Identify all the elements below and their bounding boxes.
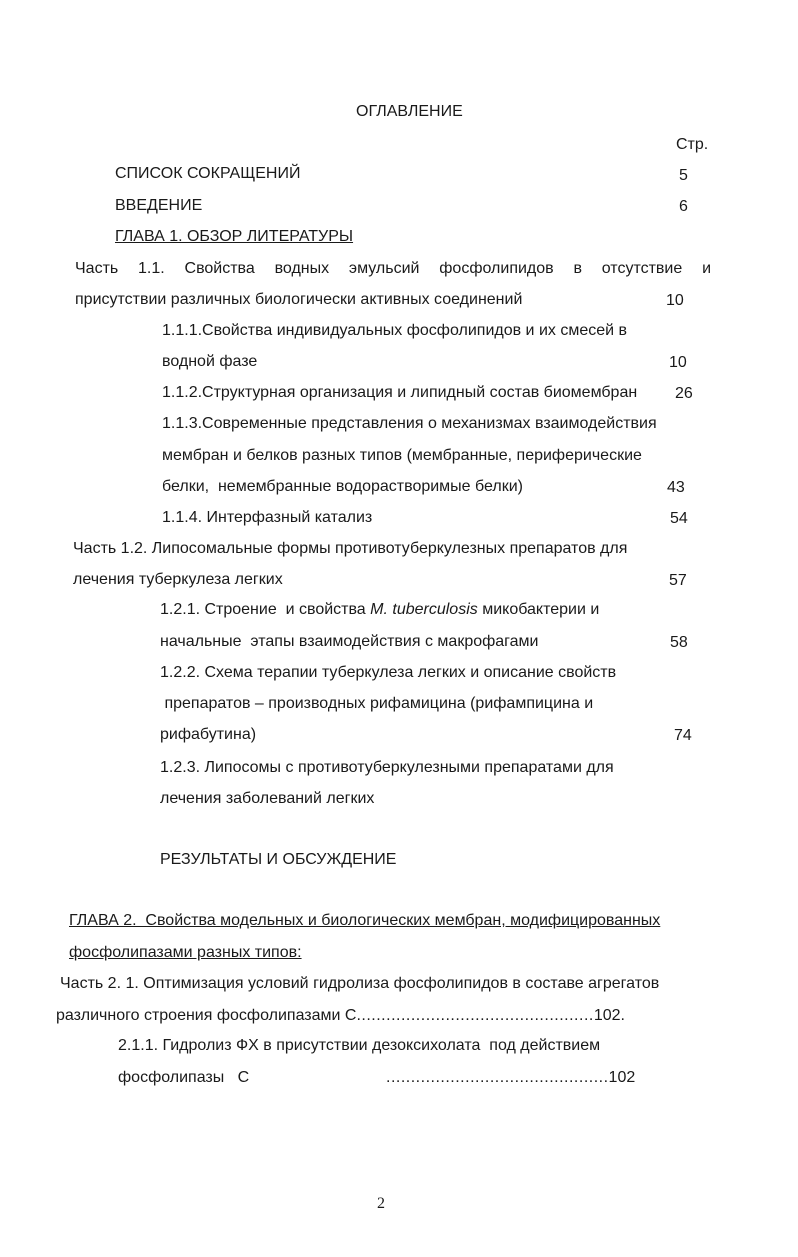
toc-section-1-2-1-page: 58 [670,634,688,651]
toc-chapter-1[interactable]: ГЛАВА 1. ОБЗОР ЛИТЕРАТУРЫ [115,228,354,245]
toc-section-1-2-2-page: 74 [674,727,692,744]
species-name: M. tuberculosis [370,601,478,618]
word: эмульсий [348,260,420,277]
toc-part-2-1-line2 [56,1006,625,1026]
dot-leader: ............................................. [386,1069,609,1086]
toc-title: ОГЛАВЛЕНИЕ [356,103,463,120]
toc-section-1-1-3-line1: 1.1.3.Современные представления о механизмах взаимодействия [162,415,657,432]
toc-section-1-1-1-line1: 1.1.1.Свойства индивидуальных фосфолипидов и их смесей в [162,322,627,339]
toc-section-1-2-1-line2: начальные этапы взаимодействия с макрофагами [160,633,539,650]
word: и [702,260,711,277]
toc-abbreviations-page: 5 [679,167,688,184]
toc-section-1-1-4-line1: 1.1.4. Интерфазный катализ [162,509,373,526]
toc-part-1-1-line1 [75,259,711,279]
toc-part-1-2-line2: лечения туберкулеза легких [73,571,283,588]
toc-section-1-1-3-line3: белки, немембранные водорастворимые белки) [162,478,523,495]
toc-section-1-1-4-page: 54 [670,510,688,527]
toc-part-1-1-page: 10 [666,292,684,309]
toc-section-1-2-3-line2: лечения заболеваний легких [160,790,375,807]
word: 1.1. [138,260,165,277]
toc-section-1-2-3-line1: 1.2.3. Липосомы с противотуберкулезными препаратами для [160,759,614,776]
toc-section-2-1-1-leader [386,1068,635,1088]
toc-part-1-1-line2: присутствии различных биологически активных соединений [75,291,523,308]
toc-results[interactable]: РЕЗУЛЬТАТЫ И ОБСУЖДЕНИЕ [160,851,397,868]
toc-section-2-1-1-line1: 2.1.1. Гидролиз ФХ в присутствии дезоксихолата под действием [118,1037,601,1054]
toc-section-1-1-2-page: 26 [675,385,693,402]
toc-part-2-1-line1: Часть 2. 1. Оптимизация условий гидролиза фосфолипидов в составе агрегатов [60,975,660,992]
word: Свойства [184,260,255,277]
toc-part-1-2-line1: Часть 1.2. Липосомальные формы противотуберкулезных препаратов для [73,540,628,557]
toc-introduction-page: 6 [679,198,688,215]
word: фосфолипидов [439,260,554,277]
toc-part-1-2-page: 57 [669,572,687,589]
toc-section-1-1-1-line2: водной фазе [162,353,258,370]
word: в [573,260,582,277]
word: отсутствие [601,260,683,277]
toc-section-1-1-2-line1: 1.1.2.Структурная организация и липидный состав биомембран [162,384,638,401]
page-number: 2 [377,1195,385,1212]
toc-section-1-2-1-line1 [160,600,599,620]
line-text: микобактерии и [477,601,600,618]
toc-section-1-2-2-line1: 1.2.2. Схема терапии туберкулеза легких и описание свойств [160,664,617,681]
toc-section-1-2-2-line2: препаратов – производных рифамицина (рифампицина и [160,695,594,712]
toc-section-1-1-3-line2: мембран и белков разных типов (мембранные, периферические [162,447,642,464]
word: водных [274,260,330,277]
toc-section-1-1-3-page: 43 [667,479,685,496]
page-column-label: Стр. [676,136,709,153]
toc-part-2-1-page: 102. [593,1007,625,1024]
toc-chapter-2-line1: ГЛАВА 2. Свойства модельных и биологических мембран, модифицированных [69,912,661,929]
toc-section-1-2-2-line3: рифабутина) [160,726,257,743]
line-text: 1.2.1. Строение и свойства [160,601,371,618]
toc-introduction-label: ВВЕДЕНИЕ [115,197,203,214]
word: Часть [75,260,119,277]
toc-section-2-1-1-page: 102 [608,1069,636,1086]
toc-section-2-1-1-line2: фосфолипазы С [118,1069,250,1086]
dot-leader: ................................................ [356,1007,594,1024]
line-text: различного строения фосфолипазами С [56,1007,357,1024]
toc-chapter-2-line2: фосфолипазами разных типов: [69,944,302,961]
toc-abbreviations-label: СПИСОК СОКРАЩЕНИЙ [115,165,301,182]
toc-section-1-1-1-page: 10 [669,354,687,371]
